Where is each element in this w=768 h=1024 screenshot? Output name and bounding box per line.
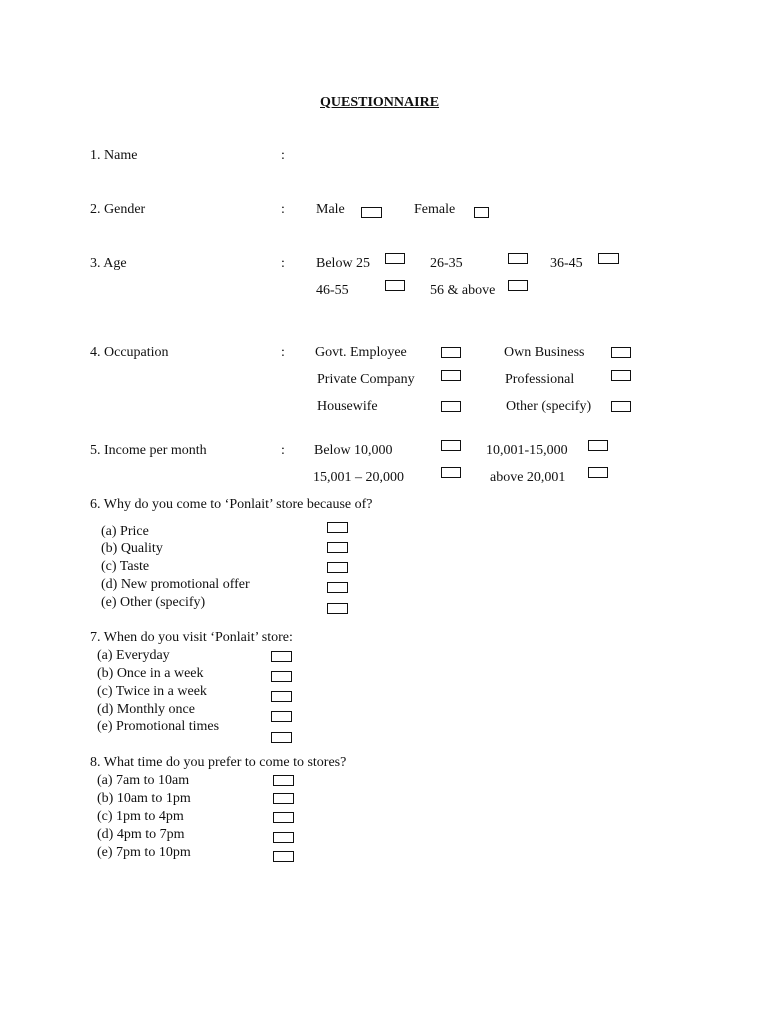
occupation-other-checkbox[interactable] bbox=[611, 401, 631, 412]
income-below-10000-checkbox[interactable] bbox=[441, 440, 461, 451]
time-10am-1pm-checkbox[interactable] bbox=[273, 793, 294, 804]
gender-female-checkbox[interactable] bbox=[474, 207, 489, 218]
time-option-7am-10am-label: (a) 7am to 10am bbox=[97, 773, 190, 788]
occupation-govt-employee-checkbox[interactable] bbox=[441, 347, 461, 358]
time-4pm-7pm-checkbox[interactable] bbox=[273, 832, 294, 843]
age-below-25-checkbox[interactable] bbox=[385, 253, 405, 264]
visit-once-a-week-checkbox[interactable] bbox=[271, 671, 292, 682]
reason-quality-checkbox[interactable] bbox=[327, 542, 348, 553]
time-option-7pm-10pm-label: (e) 7pm to 10pm bbox=[97, 845, 191, 860]
gender-question-label: 2. Gender bbox=[90, 202, 146, 217]
visit-everyday-checkbox[interactable] bbox=[271, 651, 292, 662]
age-46-55-checkbox[interactable] bbox=[385, 280, 405, 291]
occupation-option-other-label: Other (specify) bbox=[506, 399, 592, 414]
gender-option-female-label: Female bbox=[414, 202, 456, 217]
gender-colon: : bbox=[281, 202, 285, 217]
income-option-below-10000-label: Below 10,000 bbox=[314, 443, 393, 458]
time-question-label: 8. What time do you prefer to come to stores? bbox=[90, 755, 347, 770]
reason-question-label: 6. Why do you come to ‘Ponlait’ store because of? bbox=[90, 497, 373, 512]
reason-option-taste-label: (c) Taste bbox=[101, 559, 150, 574]
occupation-own-business-checkbox[interactable] bbox=[611, 347, 631, 358]
age-option-36-45-label: 36-45 bbox=[550, 256, 583, 271]
time-1pm-4pm-checkbox[interactable] bbox=[273, 812, 294, 823]
occupation-option-own-business-label: Own Business bbox=[504, 345, 585, 360]
reason-taste-checkbox[interactable] bbox=[327, 562, 348, 573]
visit-promotional-times-checkbox[interactable] bbox=[271, 732, 292, 743]
reason-option-quality-label: (b) Quality bbox=[101, 541, 163, 556]
visit-option-once-a-week-label: (b) Once in a week bbox=[97, 666, 204, 681]
page-title: QUESTIONNAIRE bbox=[320, 95, 440, 110]
visit-option-promotional-times-label: (e) Promotional times bbox=[97, 719, 220, 734]
visit-twice-a-week-checkbox[interactable] bbox=[271, 691, 292, 702]
time-option-1pm-4pm-label: (c) 1pm to 4pm bbox=[97, 809, 184, 824]
income-option-15001-20000-label: 15,001 – 20,000 bbox=[313, 470, 404, 485]
visit-monthly-once-checkbox[interactable] bbox=[271, 711, 292, 722]
reason-other-checkbox[interactable] bbox=[327, 603, 348, 614]
age-option-26-35-label: 26-35 bbox=[430, 256, 463, 271]
reason-option-other-label: (e) Other (specify) bbox=[101, 595, 206, 610]
occupation-professional-checkbox[interactable] bbox=[611, 370, 631, 381]
name-colon: : bbox=[281, 148, 285, 163]
reason-option-price-label: (a) Price bbox=[101, 524, 149, 539]
occupation-option-private-company-label: Private Company bbox=[317, 372, 415, 387]
age-question-label: 3. Age bbox=[90, 256, 127, 271]
age-56-above-checkbox[interactable] bbox=[508, 280, 528, 291]
age-colon: : bbox=[281, 256, 285, 271]
income-option-above-20001-label: above 20,001 bbox=[490, 470, 566, 485]
age-option-56-above-label: 56 & above bbox=[430, 283, 496, 298]
income-above-20001-checkbox[interactable] bbox=[588, 467, 608, 478]
reason-price-checkbox[interactable] bbox=[327, 522, 348, 533]
occupation-colon: : bbox=[281, 345, 285, 360]
occupation-option-professional-label: Professional bbox=[505, 372, 575, 387]
time-option-4pm-7pm-label: (d) 4pm to 7pm bbox=[97, 827, 185, 842]
reason-option-new-promotional-offer-label: (d) New promotional offer bbox=[101, 577, 250, 592]
visit-option-monthly-once-label: (d) Monthly once bbox=[97, 702, 195, 717]
income-option-10001-15000-label: 10,001-15,000 bbox=[486, 443, 568, 458]
age-option-46-55-label: 46-55 bbox=[316, 283, 349, 298]
income-15001-20000-checkbox[interactable] bbox=[441, 467, 461, 478]
visit-question-label: 7. When do you visit ‘Ponlait’ store: bbox=[90, 630, 293, 645]
visit-option-everyday-label: (a) Everyday bbox=[97, 648, 170, 663]
gender-option-male-label: Male bbox=[316, 202, 345, 217]
occupation-question-label: 4. Occupation bbox=[90, 345, 169, 360]
time-option-10am-1pm-label: (b) 10am to 1pm bbox=[97, 791, 191, 806]
income-question-label: 5. Income per month bbox=[90, 443, 207, 458]
time-7am-10am-checkbox[interactable] bbox=[273, 775, 294, 786]
age-option-below-25-label: Below 25 bbox=[316, 256, 371, 271]
age-26-35-checkbox[interactable] bbox=[508, 253, 528, 264]
occupation-housewife-checkbox[interactable] bbox=[441, 401, 461, 412]
time-7pm-10pm-checkbox[interactable] bbox=[273, 851, 294, 862]
visit-option-twice-a-week-label: (c) Twice in a week bbox=[97, 684, 207, 699]
reason-new-promotional-offer-checkbox[interactable] bbox=[327, 582, 348, 593]
income-colon: : bbox=[281, 443, 285, 458]
income-10001-15000-checkbox[interactable] bbox=[588, 440, 608, 451]
occupation-private-company-checkbox[interactable] bbox=[441, 370, 461, 381]
occupation-option-housewife-label: Housewife bbox=[317, 399, 378, 414]
age-36-45-checkbox[interactable] bbox=[598, 253, 619, 264]
gender-male-checkbox[interactable] bbox=[361, 207, 382, 218]
name-question-label: 1. Name bbox=[90, 148, 138, 163]
occupation-option-govt-employee-label: Govt. Employee bbox=[315, 345, 407, 360]
